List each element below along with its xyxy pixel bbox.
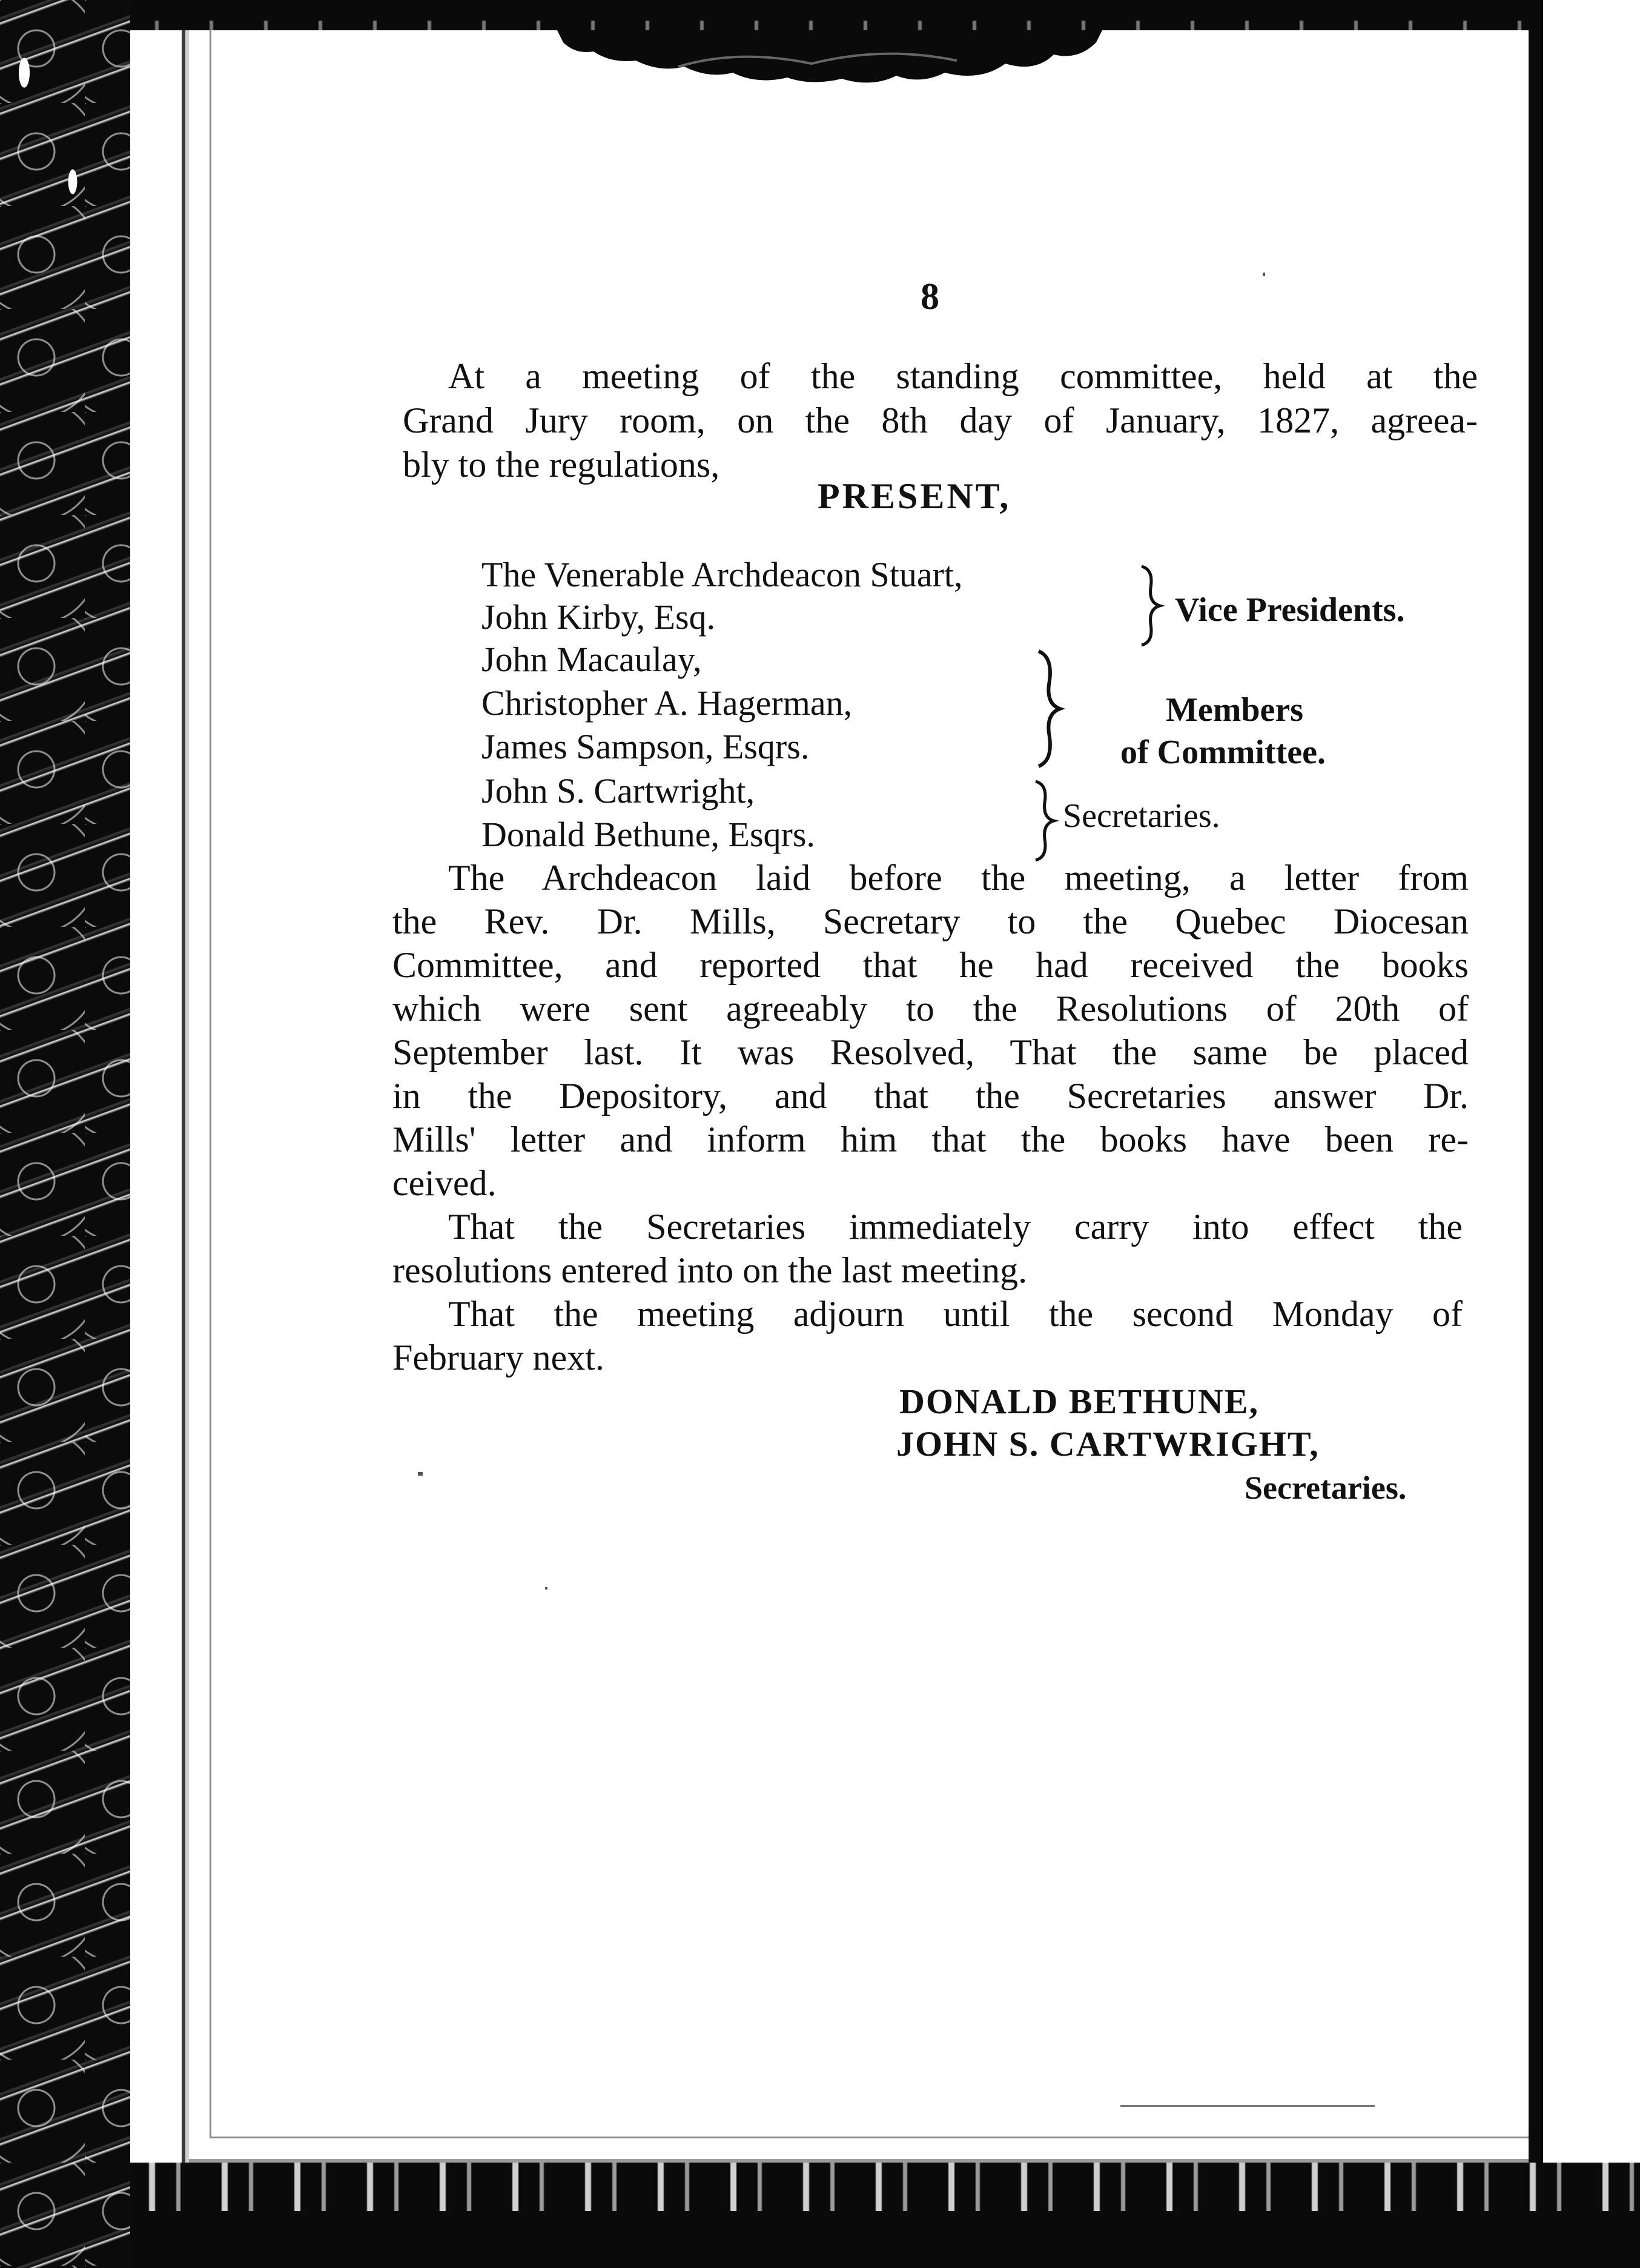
present-name: Donald Bethune, Esqrs. xyxy=(481,815,815,854)
brace-vice-presidents xyxy=(1136,563,1166,648)
intro-line-2: Grand Jury room, on the 8th day of January, 1827, agreea- xyxy=(403,400,1478,440)
paragraph2-line: That the Secretaries immediately carry into effect the xyxy=(448,1207,1463,1247)
role-secretaries: Secretaries. xyxy=(1063,797,1220,835)
marbled-endpaper-left xyxy=(0,0,130,2268)
present-heading: PRESENT, xyxy=(818,476,1011,516)
brace-secretaries xyxy=(1030,778,1060,863)
signature-title: Secretaries. xyxy=(1245,1470,1407,1506)
top-border-strip xyxy=(130,0,1640,30)
bottom-border-strip xyxy=(130,2163,1640,2268)
paragraph1-line: in the Depository, and that the Secretaries answer Dr. xyxy=(392,1076,1469,1116)
present-name: John Macaulay, xyxy=(481,640,702,679)
present-name: John S. Cartwright, xyxy=(481,771,755,811)
paragraph3-line: That the meeting adjourn until the second Monday of xyxy=(448,1294,1463,1334)
present-name: Christopher A. Hagerman, xyxy=(481,683,853,723)
paragraph2-line: resolutions entered into on the last meeting. xyxy=(392,1250,1028,1290)
signature-name: DONALD BETHUNE, xyxy=(899,1382,1259,1421)
present-name: The Venerable Archdeacon Stuart, xyxy=(481,555,963,594)
paragraph1-line: Committee, and reported that he had received the books xyxy=(392,945,1469,985)
intro-line-3: bly to the regulations, xyxy=(403,445,720,485)
role-of-committee: of Committee. xyxy=(1120,734,1326,771)
present-name: James Sampson, Esqrs. xyxy=(481,727,810,766)
print-speck xyxy=(418,1472,423,1476)
paragraph1-line: the Rev. Dr. Mills, Secretary to the Quebec Diocesan xyxy=(392,901,1469,941)
paragraph1-line: The Archdeacon laid before the meeting, a letter from xyxy=(448,858,1469,898)
paragraph1-line: Mills' letter and inform him that the books have been re- xyxy=(392,1119,1469,1159)
paragraph1-line: ceived. xyxy=(392,1163,497,1203)
paragraph1-line: September last. It was Resolved, That the same be placed xyxy=(392,1032,1469,1072)
signature-name: JOHN S. CARTWRIGHT, xyxy=(896,1424,1320,1464)
torn-paper-edge xyxy=(557,30,1102,85)
print-speck xyxy=(1263,273,1265,276)
intro-line-1: At a meeting of the standing committee, held at the xyxy=(448,356,1478,396)
present-name: John Kirby, Esq. xyxy=(481,597,716,637)
print-speck xyxy=(545,1587,547,1590)
page-bottom-line xyxy=(1120,2105,1375,2107)
brace-members xyxy=(1030,648,1066,769)
role-members: Members xyxy=(1166,691,1304,729)
paragraph3-line: February next. xyxy=(392,1338,604,1378)
role-vice-presidents: Vice Presidents. xyxy=(1175,591,1405,629)
page-number: 8 xyxy=(921,276,939,317)
right-margin xyxy=(1543,0,1640,2268)
paragraph1-line: which were sent agreeably to the Resolutions of 20th of xyxy=(392,989,1469,1029)
